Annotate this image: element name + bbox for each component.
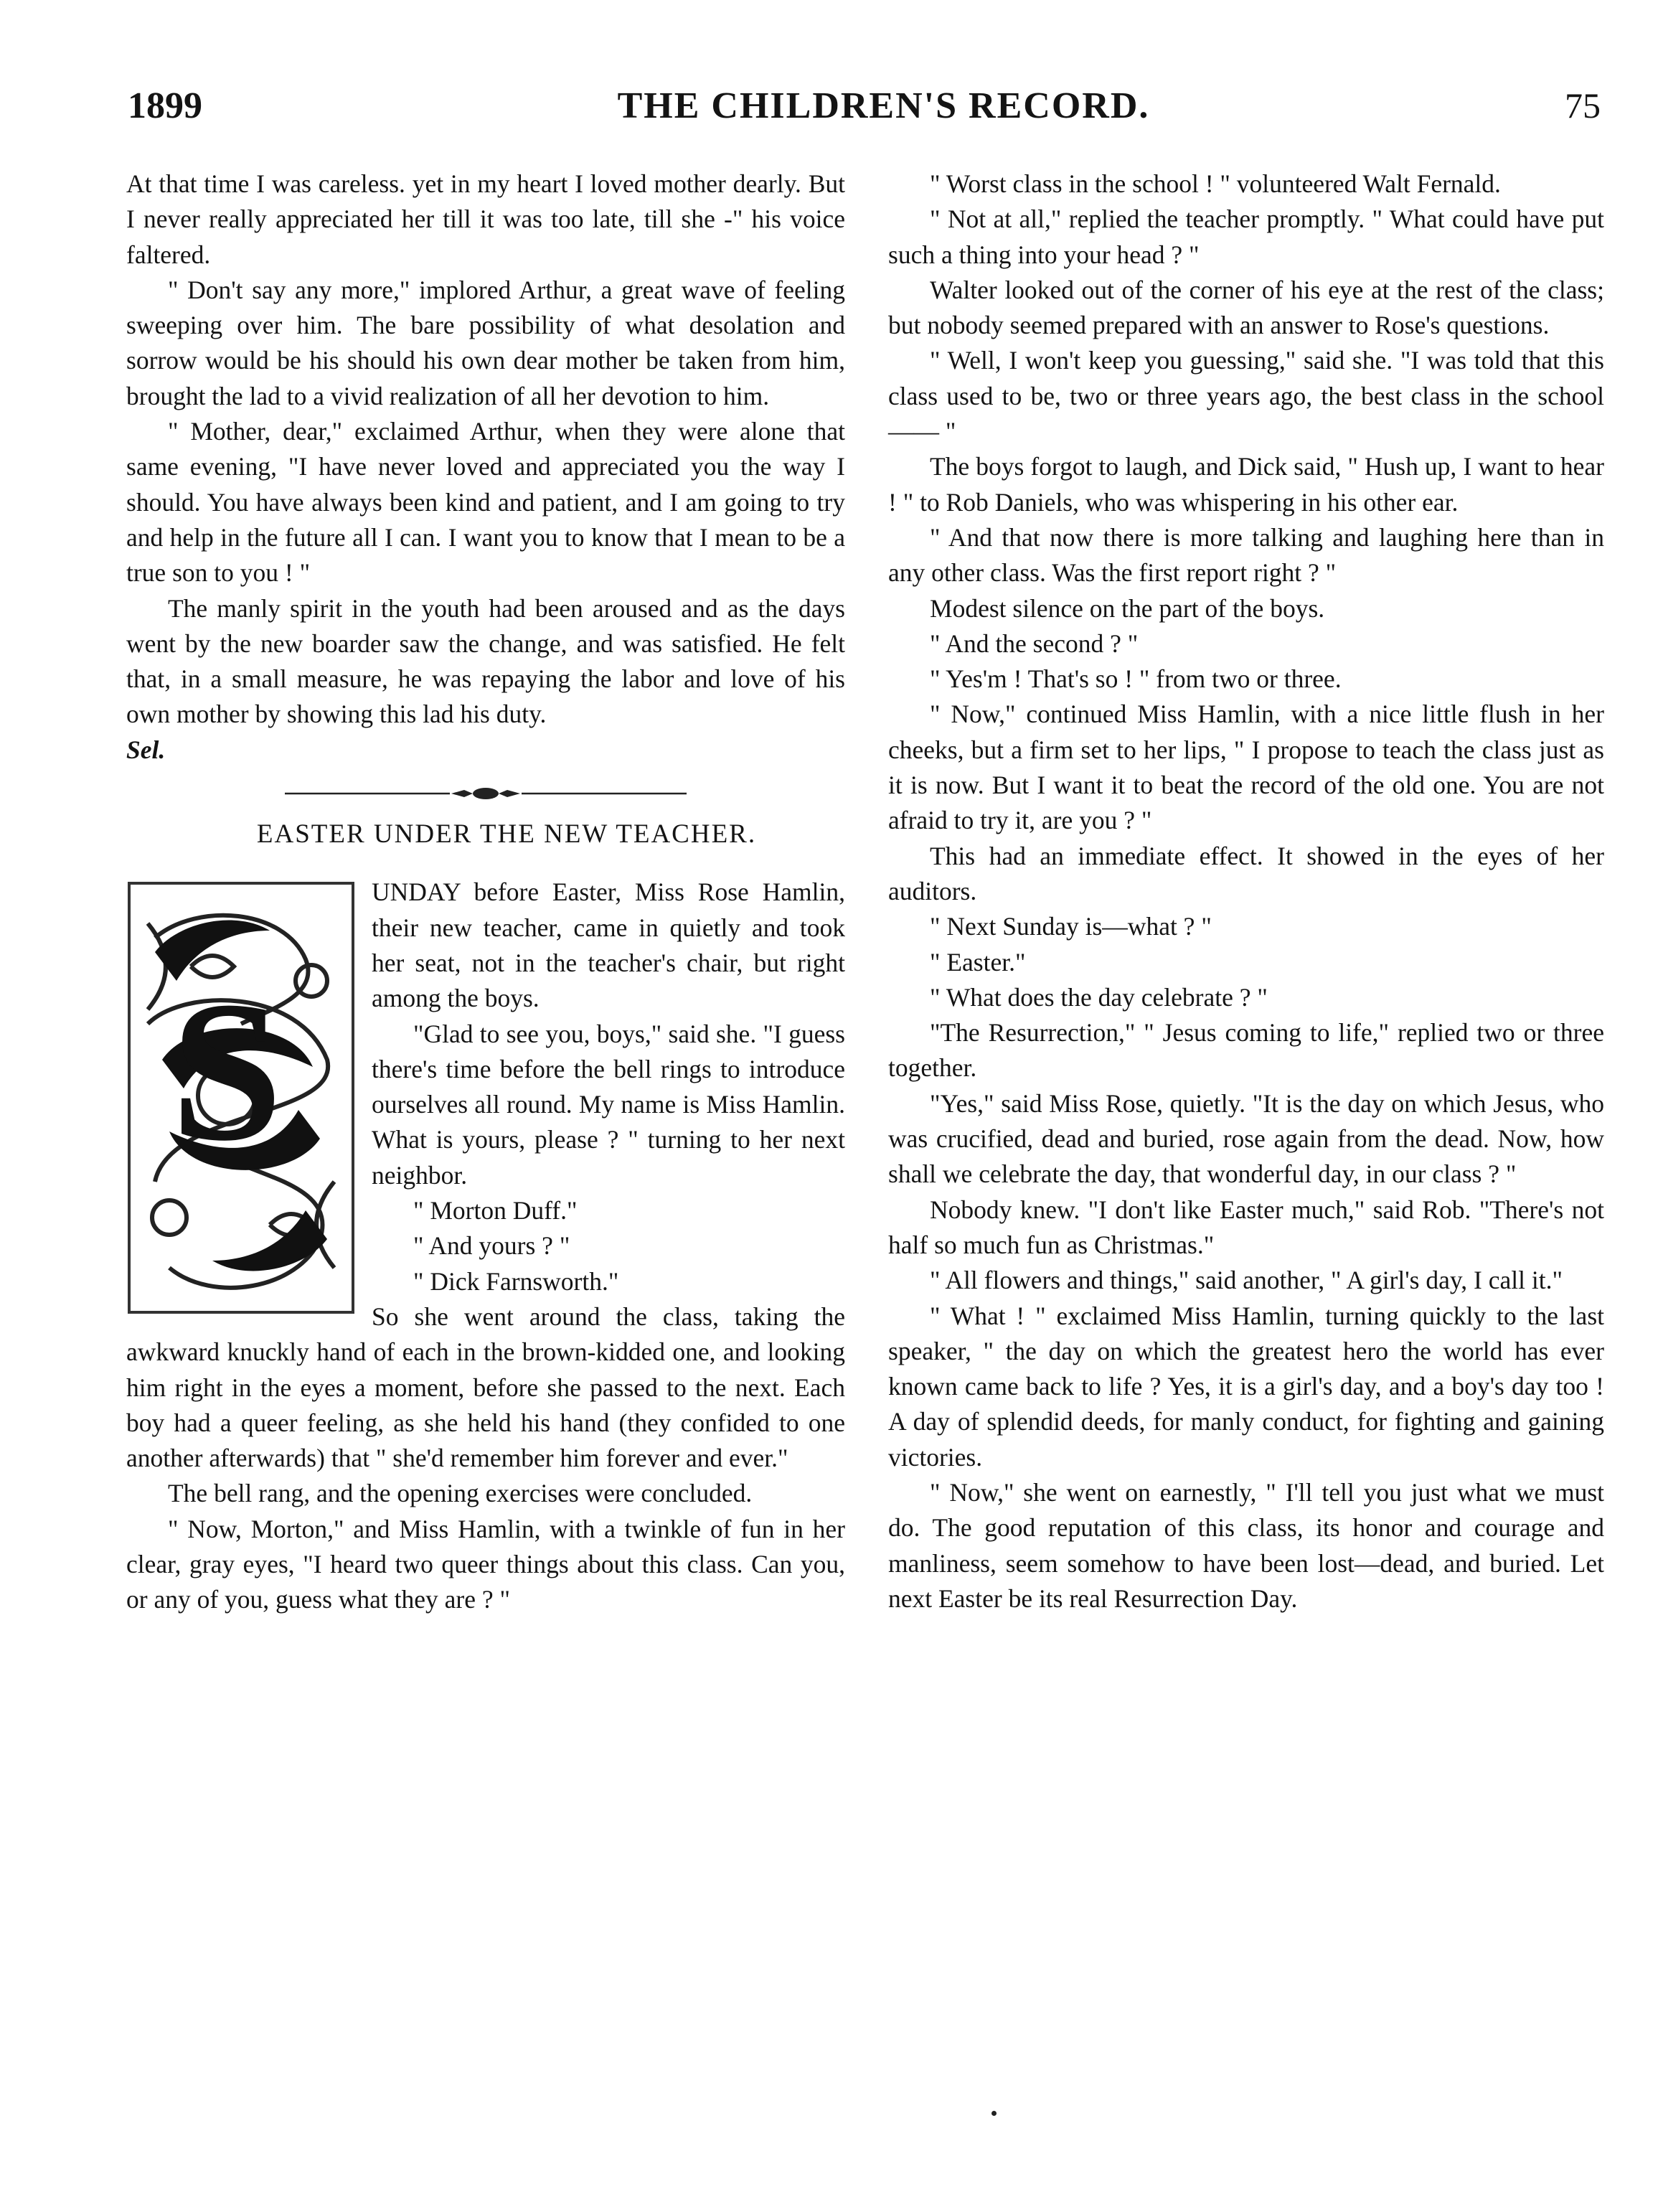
paragraph: The manly spirit in the youth had been aroused and as the days went by the new boarder saw the change, and was satisfied. He felt that, in a small measure, he was repaying the labor and love of his own mother by showing this lad his duty. [126, 593, 845, 729]
paragraph-text: before Easter, Miss Rose Hamlin, their new teacher, came in quietly and took her seat, not in the teacher's chair, but right among the boys. [372, 877, 845, 1013]
paragraph: Nobody knew. "I don't like Easter much," said Rob. "There's not half so much fun as Christmas." [888, 1195, 1604, 1259]
paragraph: Walter looked out of the corner of his eye at the rest of the class; but nobody seemed prepared with an answer to Rose's questions. [888, 275, 1604, 340]
paragraph: "The Resurrection," " Jesus coming to life," replied two or three together. [888, 1018, 1604, 1083]
paragraph: The boys forgot to laugh, and Dick said, " Hush up, I want to hear ! " to Rob Daniels, who was whispering in his other ear. [888, 452, 1604, 517]
drop-cap-lead-word: UNDAY [372, 877, 461, 907]
right-column [888, 166, 1604, 1616]
paragraph: " Not at all," replied the teacher promptly. " What could have put such a thing into your head ? " [888, 204, 1604, 269]
article-heading: EASTER UNDER THE NEW TEACHER. [256, 819, 757, 849]
paragraph: At that time I was careless. yet in my heart I loved mother dearly. But I never really appreciated her till it was too late, till she -" his voice faltered. [126, 169, 845, 269]
paragraph: " Well, I won't keep you guessing," said she. "I was told that this class used to be, two or three years ago, the best class in the school —— " [888, 346, 1604, 446]
paragraph: " Next Sunday is—what ? " [930, 912, 1212, 941]
paragraph: This had an immediate effect. It showed in the eyes of her auditors. [888, 841, 1604, 905]
paragraph: " And yours ? " [413, 1231, 570, 1261]
paragraph: "Yes," said Miss Rose, quietly. "It is the day on which Jesus, who was crucified, dead and buried, rose again from the dead. Now, how shall we celebrate the day, that wonderful day, in our class ? " [888, 1088, 1604, 1189]
paragraph: " Now, Morton," and Miss Hamlin, with a twinkle of fun in her clear, gray eyes, "I heard two queer things about this class. Can you, or any of you, guess what they are ? " [126, 1514, 845, 1614]
paragraph: " Don't say any more," implored Arthur, a great wave of feeling sweeping over him. The bare possibility of what desolation and sorrow would be his should his own dear mother be taken from him, brought the lad to a vivid realization of all her devotion to him. [126, 275, 845, 410]
journal-title: THE CHILDREN'S RECORD. [617, 85, 1150, 126]
paragraph: " And the second ? " [930, 629, 1139, 658]
print-speck [991, 2111, 997, 2116]
signature: Sel. [126, 735, 166, 764]
paragraph: " Yes'm ! That's so ! " from two or three. [930, 664, 1342, 694]
drop-cap-letter: S [171, 959, 283, 1183]
paragraph: " What does the day celebrate ? " [930, 982, 1268, 1012]
paragraph: " Now," she went on earnestly, " I'll tell you just what we must do. The good reputation of this class, its honor and courage and manliness, seem somehow to have been lost—dead, and buried. Let next Easter be its real Resurrection Day. [888, 1477, 1604, 1613]
paragraph: So she went around the class, taking the awkward knuckly hand of each in the brown-kidded one, and looking him right in the eyes a moment, before she passed to the next. Each boy had a queer feeling, as she held his hand (they confided to one another afterwards) that " she'd remember him forever and ever." [126, 1302, 845, 1473]
paragraph: " Mother, dear," exclaimed Arthur, when they were alone that same evening, "I have never loved and appreciated you the way I should. You have always been kind and patient, and I am going to try and help in the future all I can. I want you to know that I mean to be a true son to you ! " [126, 417, 845, 588]
paragraph: " What ! " exclaimed Miss Hamlin, turning quickly to the last speaker, " the day on which the greatest hero the world has ever known came back to life ? Yes, it is a girl's day, and a boy's day too ! A day of splendid deeds, for manly conduct, for fighting and gaining victories. [888, 1301, 1604, 1472]
paragraph: Modest silence on the part of the boys. [930, 593, 1325, 623]
paragraph: " All flowers and things," said another, " A girl's day, I call it." [930, 1266, 1563, 1295]
ornamental-divider [285, 786, 687, 801]
page-number: 75 [1564, 85, 1601, 126]
paragraph: The bell rang, and the opening exercises were concluded. [168, 1479, 753, 1508]
paragraph: " Dick Farnsworth." [413, 1266, 619, 1296]
paragraph: " Now," continued Miss Hamlin, with a nice little flush in her cheeks, but a firm set to her lips, " I propose to teach the class just as it is now. But I want it to beat the record of the old one. You are not afraid to try it, are you ? " [888, 700, 1604, 835]
decorated-initial-s-icon [126, 880, 356, 1315]
left-column [126, 166, 845, 1618]
paragraph: " Easter." [930, 947, 1026, 976]
paragraph: "Glad to see you, boys," said she. "I guess there's time before the bell rings to introduce ourselves all round. My name is Miss Hamlin. What is yours, please ? " turning to her next neighbor. [372, 1019, 845, 1190]
page-header [128, 85, 1601, 142]
paragraph: " Morton Duff." [413, 1196, 578, 1225]
year: 1899 [128, 85, 202, 126]
paragraph: " And that now there is more talking and laughing here than in any other class. Was the first report right ? " [888, 522, 1604, 588]
paragraph: " Worst class in the school ! " volunteered Walt Fernald. [930, 169, 1501, 198]
